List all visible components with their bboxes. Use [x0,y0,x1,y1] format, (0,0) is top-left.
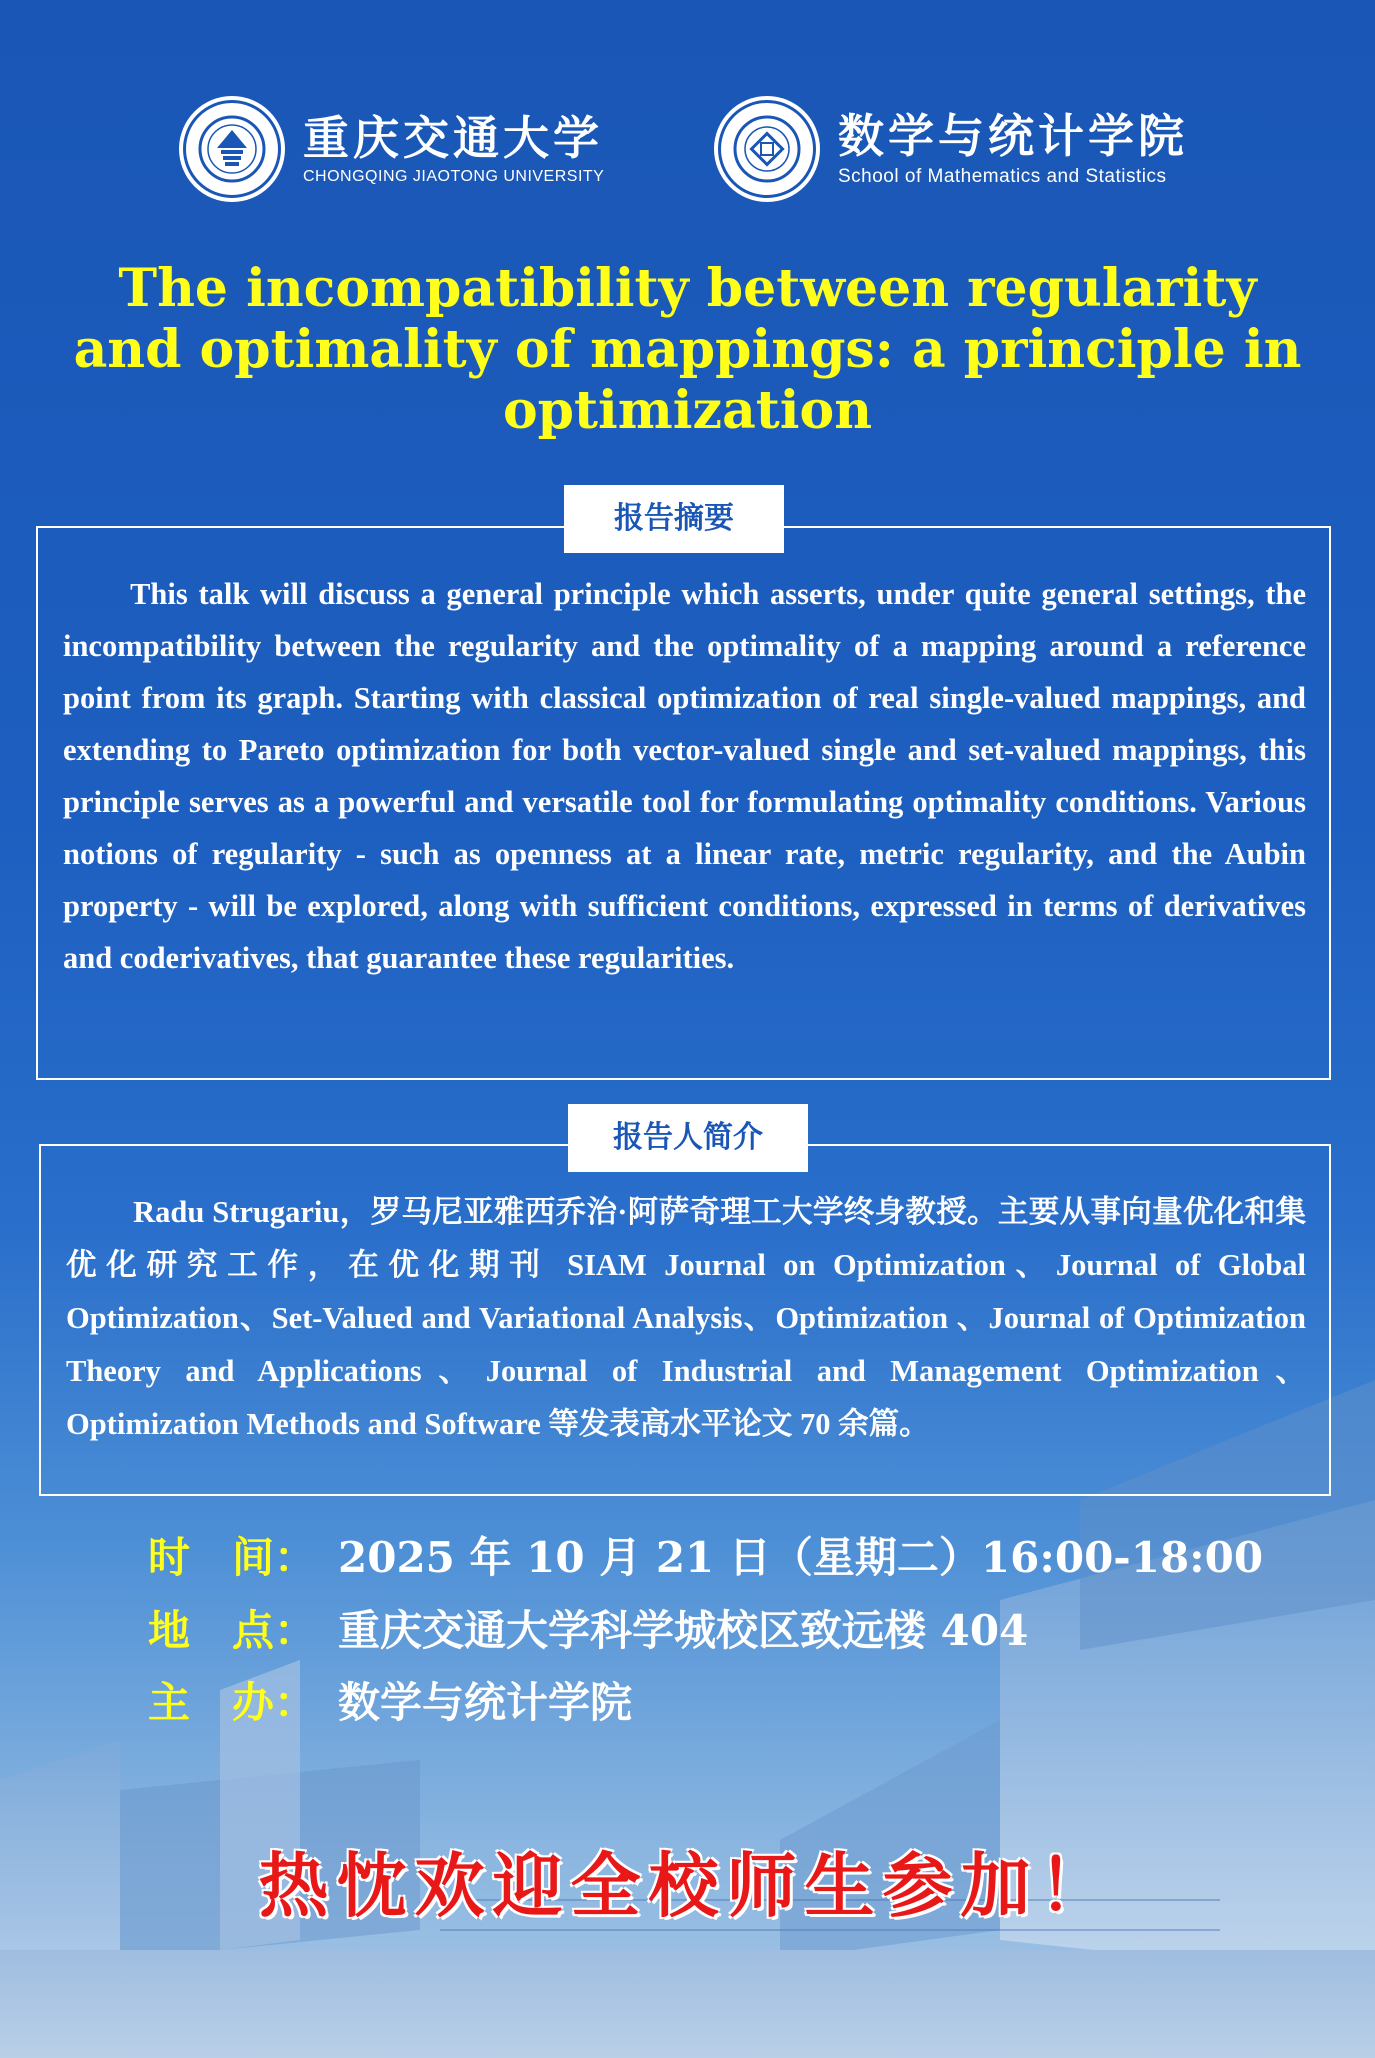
time-row [148,1525,1263,1585]
university-logo [183,100,604,198]
school-logo [718,100,1188,198]
university-name-cn: 重庆交通大学 [303,111,603,165]
speaker-heading: 报告人简介 [568,1104,808,1172]
university-name-en: CHONGQING JIAOTONG UNIVERSITY [303,168,605,185]
place-value: 重庆交通大学科学城校区致远楼 404 [338,1606,1029,1655]
school-name-en: School of Mathematics and Statistics [838,166,1167,187]
speaker-section [39,1144,1331,1496]
host-label: 主 办： [148,1678,317,1727]
abstract-text: This talk will discuss a general principle which asserts, under quite general settings, the incompatibility between the regularity and the optimality of a mapping around a reference point from its graph. Starting with classical optimization of real single-valued mappings, and extending to Pareto optimization for both vector-valued single and set-valued mappings, this principle serves as a powerful and versatile tool for formulating optimality conditions. Various notions of regularity - such as openness at a linear rate, metric regularity, and the Aubin property - will be explored, along with sufficient conditions, expressed in terms of derivatives and coderivatives, that guarantee these regularities. [63,577,1306,975]
place-label: 地 点： [148,1606,317,1655]
host-value: 数学与统计学院 [338,1678,633,1727]
school-name-cn: 数学与统计学院 [838,109,1188,163]
talk-title: The incompatibility between regularity and optimality of mappings: a principle in optimization [73,258,1302,441]
speaker-bio-text: Radu Strugariu，罗马尼亚雅西乔治·阿萨奇理工大学终身教授。主要从事向量优化和集优化研究工作，在优化期刊 SIAM Journal on Optimization、Journal of Global Optimization、Set-Valued and Variational Analysis、Optimization 、Journal of Optimization Theory and Applications、Journal of Industrial and Management Optimization、 Optimization Methods and Software 等发表高水平论文 70 余篇。 [66,1195,1306,1441]
welcome-banner: 热忱欢迎全校师生参加！ [258,1844,1117,1927]
place-row [148,1598,1028,1658]
abstract-heading: 报告摘要 [564,485,784,553]
header-logos [0,100,1375,210]
university-seal-icon [183,100,281,198]
time-label: 时 间： [148,1533,317,1582]
abstract-section [36,526,1331,1080]
host-row [148,1670,632,1730]
school-seal-icon [718,100,816,198]
time-value: 2025 年 10 月 21 日（星期二）16:00-18:00 [338,1533,1264,1582]
